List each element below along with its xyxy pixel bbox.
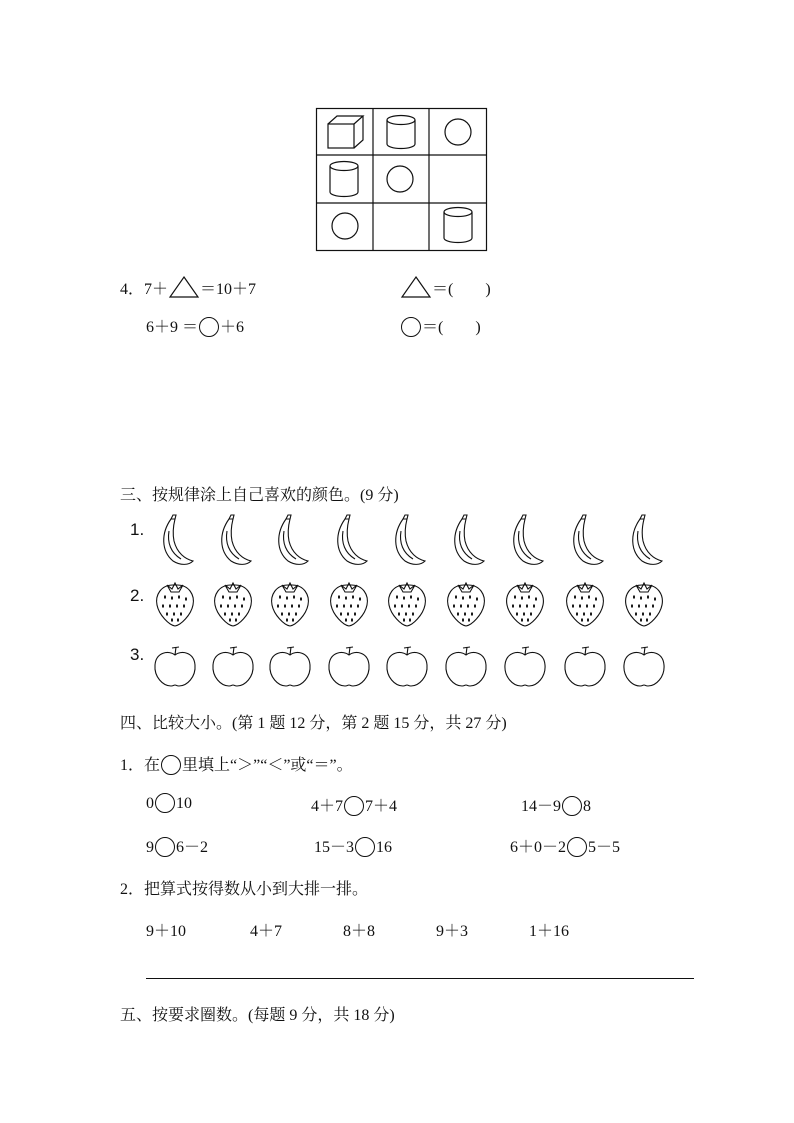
strawberry-icon[interactable]: [272, 583, 309, 626]
compare-item: 15－3 16: [314, 839, 393, 856]
apple-icon[interactable]: [155, 647, 195, 686]
expression: 4＋7: [250, 923, 283, 940]
apple-icon[interactable]: [329, 647, 369, 686]
q4-answer2-blank[interactable]: ＝( ): [422, 319, 481, 336]
apple-icon[interactable]: [565, 647, 605, 686]
expression: 8＋8: [343, 923, 376, 940]
banana-icon[interactable]: [514, 515, 543, 564]
compare-item: 9 6－2: [146, 839, 209, 856]
apple-icon[interactable]: [624, 647, 664, 686]
section5-title: 五、按要求圈数。(每题 9 分，共 18 分): [120, 1007, 395, 1024]
compare-circle[interactable]: [155, 793, 175, 813]
apple-icon[interactable]: [213, 647, 253, 686]
strawberry-icon[interactable]: [157, 583, 194, 626]
section4-q1-title: 1．在 里填上“＞”“＜”或“＝”。: [120, 757, 353, 774]
expression: 1＋16: [529, 923, 570, 940]
compare-item: 6＋0－2 5－5: [510, 839, 621, 856]
compare-item: 4＋7 7＋4: [311, 798, 398, 815]
compare-circle[interactable]: [567, 837, 587, 857]
banana-icon[interactable]: [633, 515, 662, 564]
banana-icon[interactable]: [338, 515, 367, 564]
apple-icon[interactable]: [387, 647, 427, 686]
section4-q2-title: 2．把算式按得数从小到大排一排。: [120, 881, 369, 898]
q4-answer1-blank[interactable]: ＝( ): [432, 281, 491, 298]
banana-icon[interactable]: [455, 515, 484, 564]
strawberry-icon[interactable]: [331, 583, 368, 626]
answer-line[interactable]: [146, 978, 694, 979]
compare-circle[interactable]: [344, 796, 364, 816]
expression: 9＋3: [436, 923, 469, 940]
compare-circle[interactable]: [155, 837, 175, 857]
banana-icon[interactable]: [396, 515, 425, 564]
section3-title: 三、按规律涂上自己喜欢的颜色。(9 分): [120, 487, 399, 504]
q4-line1: 4．7＋ ＝10＋7: [120, 276, 256, 299]
compare-item: 14－9 8: [521, 798, 592, 815]
apple-icon[interactable]: [446, 647, 486, 686]
row-number: 2.: [130, 586, 145, 605]
compare-circle[interactable]: [562, 796, 582, 816]
strawberry-icon[interactable]: [448, 583, 485, 626]
expression: 9＋10: [146, 923, 187, 940]
q4-number: 4．: [120, 281, 145, 298]
banana-icon[interactable]: [164, 515, 193, 564]
apple-icon[interactable]: [270, 647, 310, 686]
section4-title: 四、比较大小。(第 1 题 12 分，第 2 题 15 分，共 27 分): [120, 715, 507, 732]
apple-icon[interactable]: [505, 647, 545, 686]
q4-line2: 6＋9 ＝ ＋6: [146, 319, 245, 336]
strawberry-icon[interactable]: [215, 583, 252, 626]
banana-icon[interactable]: [574, 515, 603, 564]
strawberry-icon[interactable]: [567, 583, 604, 626]
strawberry-icon[interactable]: [389, 583, 426, 626]
compare-circle[interactable]: [355, 837, 375, 857]
compare-item: 0 10: [146, 795, 192, 812]
banana-icon[interactable]: [222, 515, 251, 564]
circle-icon: [161, 755, 181, 775]
row-number: 3.: [130, 645, 145, 664]
strawberry-icon[interactable]: [626, 583, 663, 626]
row-number: 1.: [130, 520, 145, 539]
strawberry-icon[interactable]: [507, 583, 544, 626]
banana-icon[interactable]: [279, 515, 308, 564]
